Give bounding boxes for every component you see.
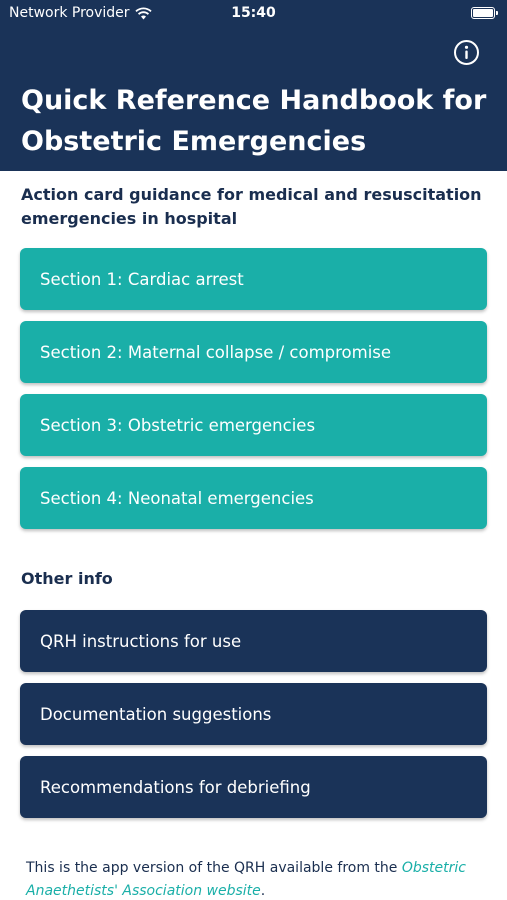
section-1-button[interactable] [20, 248, 487, 310]
battery-fill [473, 9, 493, 17]
documentation-suggestions-label: Documentation suggestions [40, 704, 272, 724]
header-bar [0, 0, 507, 171]
battery-icon [471, 7, 495, 19]
page-subtitle: Action card guidance for medical and resuscitation emergencies in hospital [21, 185, 482, 228]
other-info-heading: Other info [21, 569, 113, 588]
documentation-suggestions-button[interactable] [20, 683, 487, 745]
section-4-button[interactable] [20, 467, 487, 529]
section-3-button[interactable] [20, 394, 487, 456]
section-2-button[interactable] [20, 321, 487, 383]
info-button[interactable] [453, 39, 480, 66]
info-circle-icon [453, 39, 480, 66]
qrh-instructions-label: QRH instructions for use [40, 631, 242, 651]
section-2-label: Section 2: Maternal collapse / compromise [40, 342, 392, 362]
qrh-instructions-button[interactable] [20, 610, 487, 672]
oaa-website-link[interactable]: Obstetric Anaethetists' Association website [26, 860, 466, 899]
footer-text: This is the app version of the QRH available from the [26, 860, 402, 876]
status-time: 15:40 [231, 5, 276, 21]
debriefing-recommendations-label: Recommendations for debriefing [40, 777, 311, 797]
page-title: Quick Reference Handbook for Obstetric Emergencies [21, 85, 487, 157]
section-3-label: Section 3: Obstetric emergencies [40, 415, 316, 435]
section-1-label: Section 1: Cardiac arrest [40, 269, 244, 289]
section-4-label: Section 4: Neonatal emergencies [40, 488, 314, 508]
debriefing-recommendations-button[interactable] [20, 756, 487, 818]
carrier-name: Network Provider [9, 5, 130, 21]
footer-suffix: . [260, 883, 266, 899]
footer-note [26, 857, 486, 900]
status-bar [0, 0, 507, 28]
